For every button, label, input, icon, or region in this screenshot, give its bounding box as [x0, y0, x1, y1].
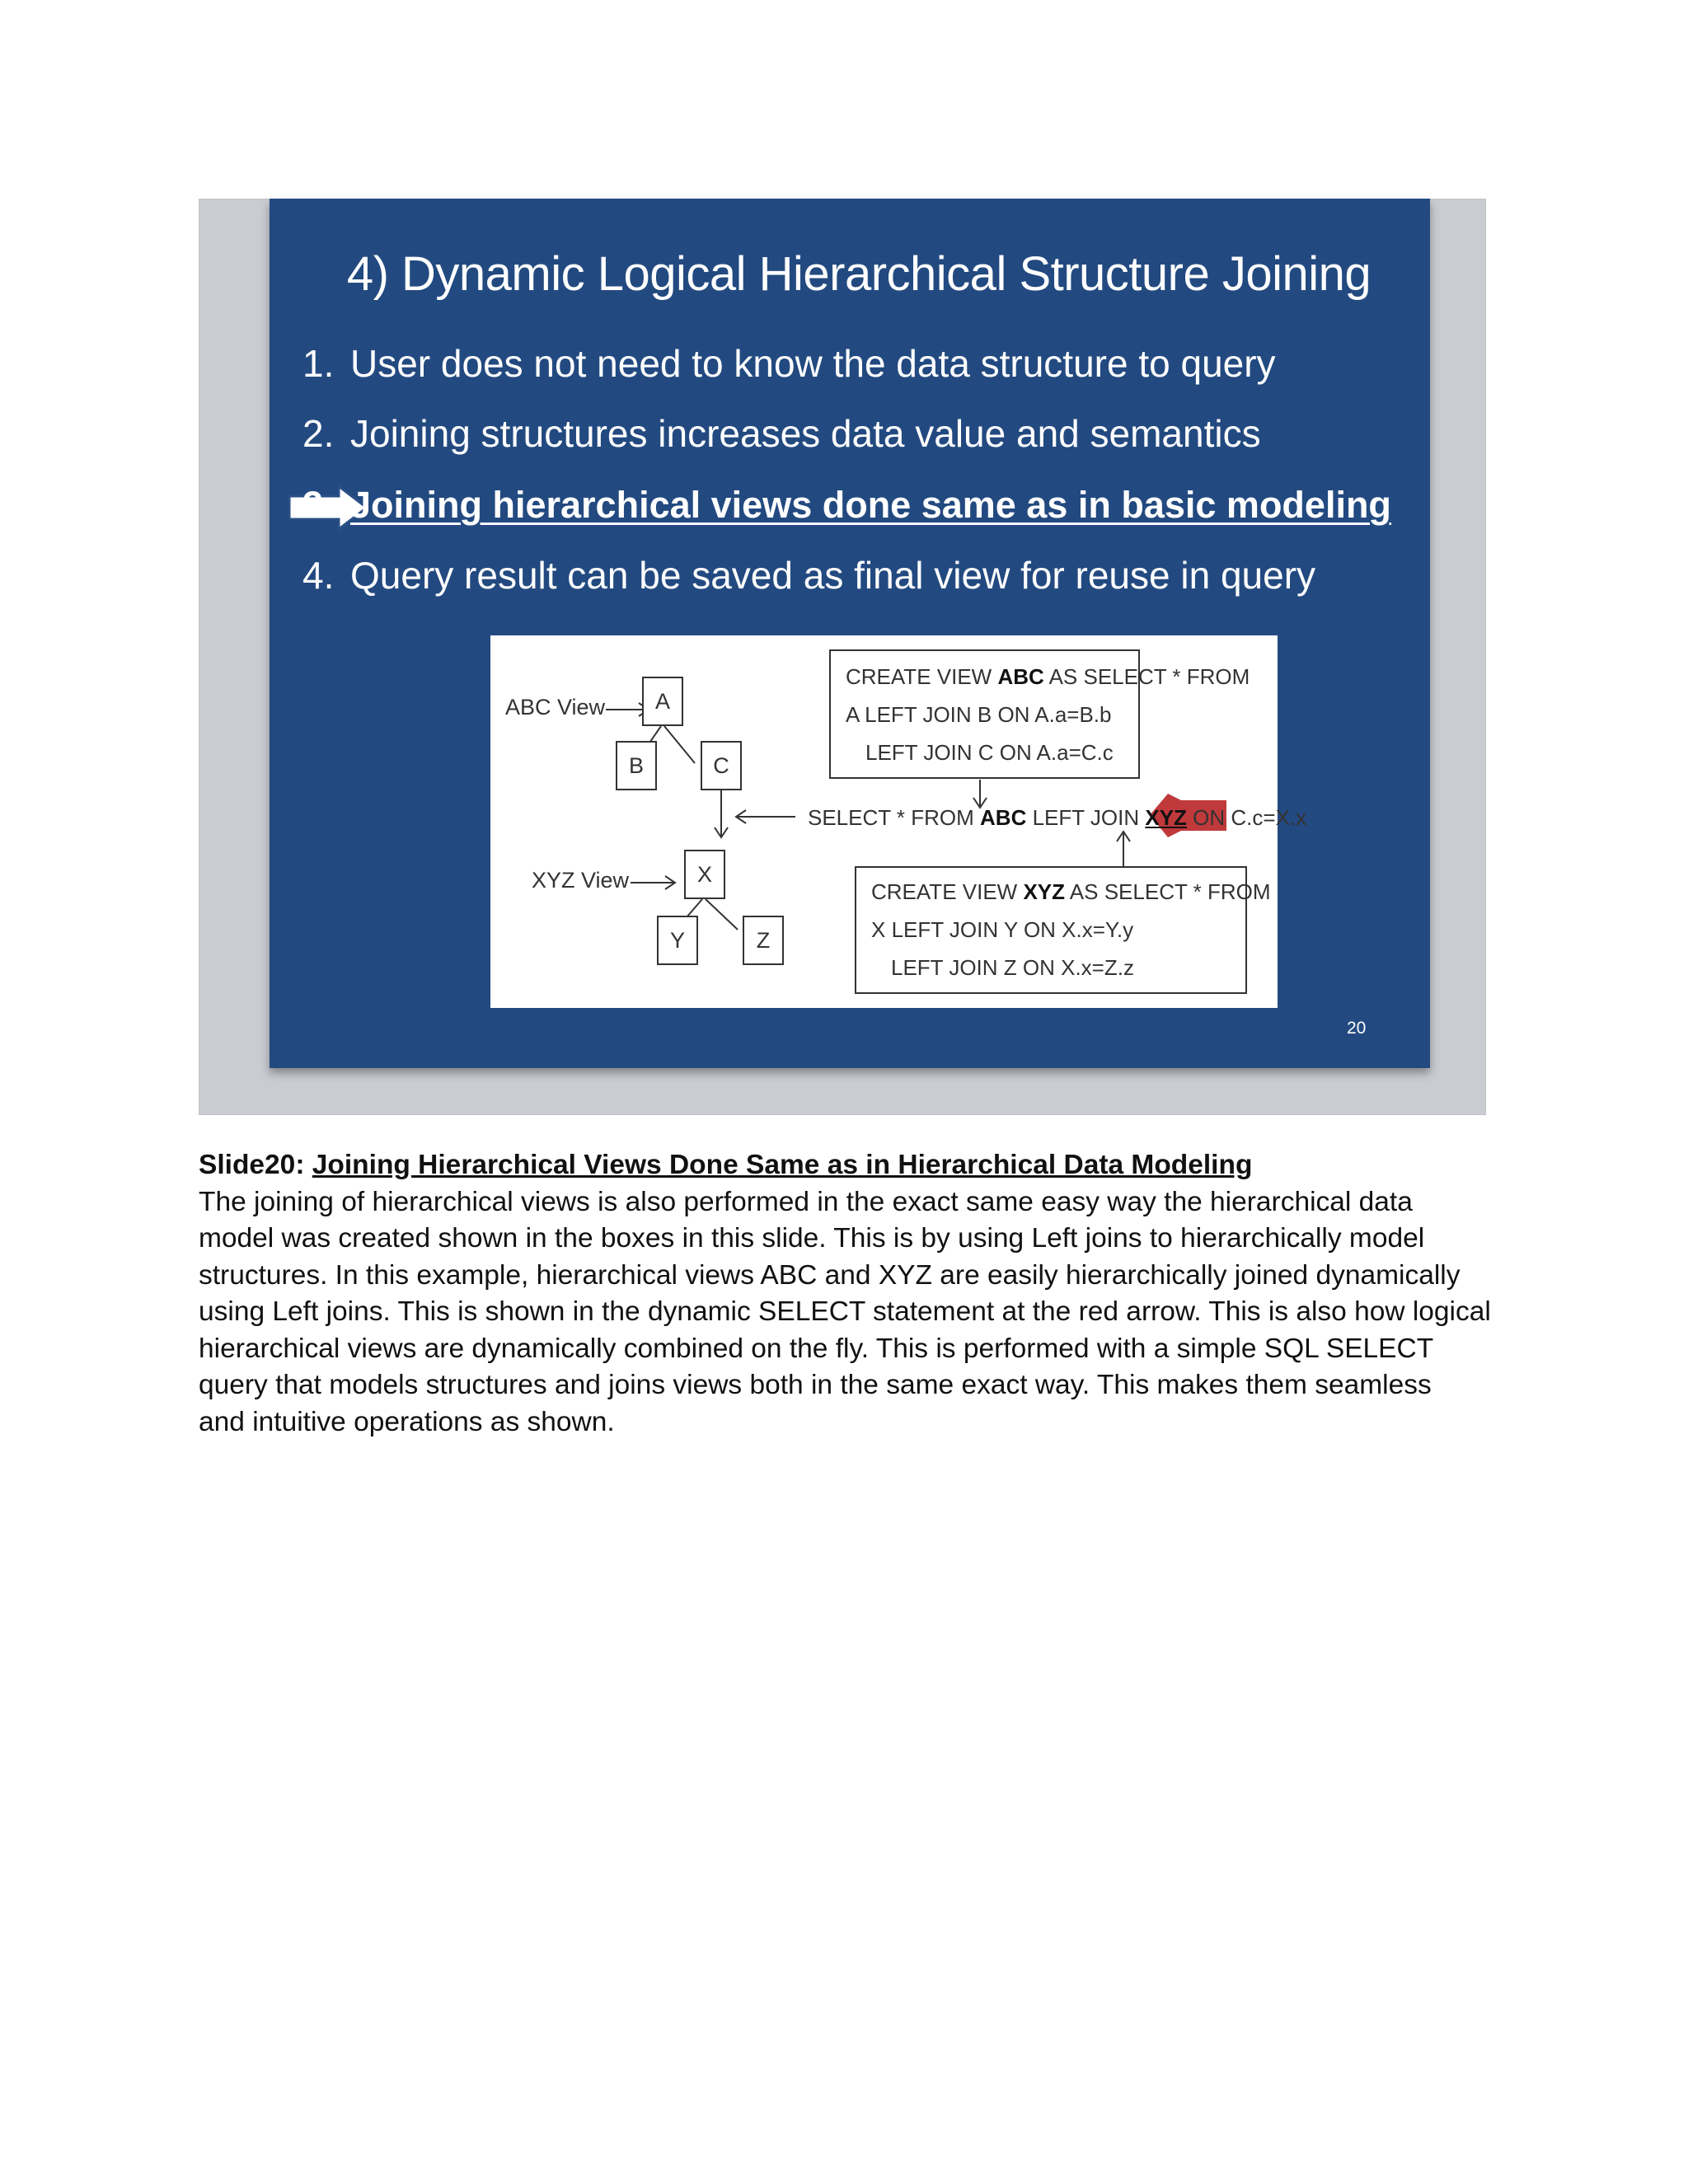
create-view-xyz-box — [855, 866, 1271, 994]
create-xyz-line-1: CREATE VIEW XYZ AS SELECT * FROM — [871, 879, 1271, 904]
node-a: A — [642, 677, 683, 726]
bullet-text: Query result can be saved as final view for reuse in query — [350, 554, 1316, 597]
slide-number: 20 — [1347, 1019, 1367, 1038]
create-abc-line-2: A LEFT JOIN B ON A.a=B.b — [846, 702, 1112, 727]
bullet-item-1 — [302, 339, 1276, 388]
bullet-text: Joining structures increases data value and semantics — [350, 412, 1261, 455]
caption-heading — [199, 1147, 1493, 1184]
node-y: Y — [657, 916, 698, 965]
bullet-item-2 — [302, 409, 1261, 458]
query-xyz: XYZ — [1145, 805, 1187, 830]
caption-heading-prefix: Slide20: — [199, 1150, 312, 1180]
bullet-number: 4. — [302, 554, 335, 597]
create-xyz-line-2: X LEFT JOIN Y ON X.x=Y.y — [871, 917, 1134, 942]
slide-frame — [199, 199, 1486, 1115]
create-abc-view-name: ABC — [997, 664, 1044, 689]
bullet-item-4 — [302, 551, 1315, 600]
create-xyz-line-3: LEFT JOIN Z ON X.x=Z.z — [891, 955, 1134, 980]
node-z: Z — [743, 916, 784, 965]
bullet-item-3-highlighted — [302, 480, 1391, 530]
join-diagram — [490, 635, 1307, 1008]
slide-title: 4) Dynamic Logical Hierarchical Structure Joining — [346, 247, 1372, 301]
abc-view-label: ABC View — [505, 695, 606, 719]
caption-line: model was created shown in the boxes in this slide. This is by using Left joins to hierarchically model — [199, 1223, 1425, 1254]
bullet-number: 1. — [302, 342, 335, 385]
create-xyz-view-name: XYZ — [1023, 879, 1066, 904]
caption-line: query that models structures and joins views both in the same exact way. This makes them seamless — [199, 1370, 1432, 1400]
slide-caption — [199, 1147, 1493, 1441]
xyz-view-label: XYZ View — [532, 868, 630, 893]
caption-line: structures. In this example, hierarchical views ABC and XYZ are easily hierarchically joined dynamically — [199, 1259, 1461, 1291]
query-abc: ABC — [980, 805, 1027, 830]
node-x: X — [684, 850, 725, 899]
caption-line: and intuitive operations as shown. — [199, 1406, 615, 1437]
slide — [270, 199, 1430, 1068]
node-b: B — [616, 741, 657, 790]
bullet-text: User does not need to know the data structure to query — [350, 342, 1276, 385]
node-c: C — [701, 741, 742, 790]
bullet-text: Joining hierarchical views done same as in basic modeling — [350, 484, 1391, 526]
bullet-number: 3. — [302, 484, 334, 526]
create-view-abc-box — [829, 649, 1250, 779]
dynamic-select-statement: SELECT * FROM ABC LEFT JOIN XYZ ON C.c=X.x — [808, 805, 1307, 830]
create-abc-line-3: LEFT JOIN C ON A.a=C.c — [865, 740, 1114, 765]
create-abc-line-1: CREATE VIEW ABC AS SELECT * FROM — [846, 664, 1250, 689]
caption-heading-title: Joining Hierarchical Views Done Same as in Hierarchical Data Modeling — [312, 1150, 1253, 1180]
edge-x-z — [706, 899, 738, 930]
caption-line: The joining of hierarchical views is also performed in the exact same easy way the hierarchical data — [199, 1186, 1413, 1217]
caption-line: using Left joins. This is shown in the dynamic SELECT statement at the red arrow. This is also how logical — [199, 1296, 1491, 1327]
bullet-number: 2. — [302, 412, 335, 455]
edge-a-c — [664, 726, 695, 763]
caption-body — [199, 1184, 1493, 1441]
caption-line: hierarchical views are dynamically combined on the fly. This is performed with a simple SQL SELECT — [199, 1333, 1434, 1364]
